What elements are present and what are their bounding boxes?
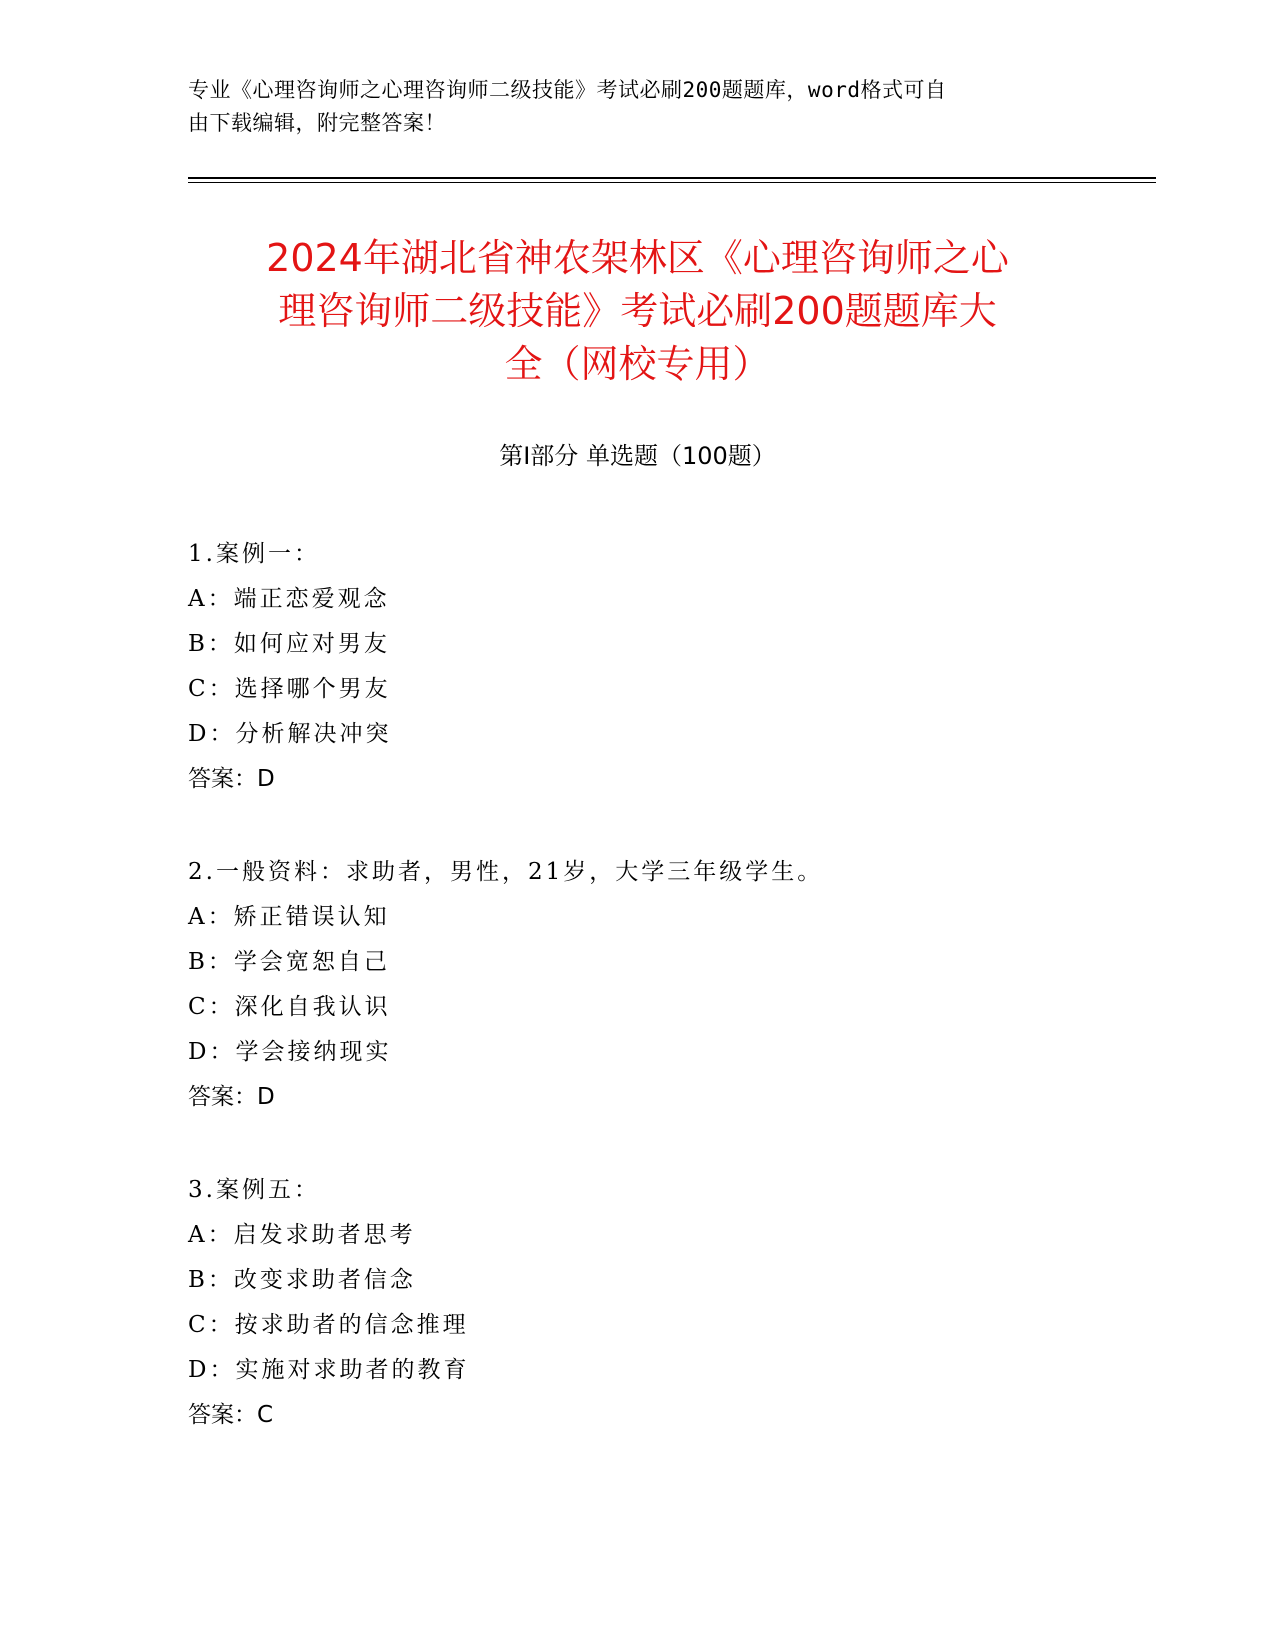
answer: 答案：D	[188, 1084, 275, 1110]
question-stem: 1.案例一：	[188, 541, 320, 567]
title-line-2: 理咨询师二级技能》考试必刷200题题库大	[278, 289, 997, 333]
option-a: A：端正恋爱观念	[188, 586, 390, 612]
option-b: B：如何应对男友	[188, 631, 390, 657]
title-line-1: 2024年湖北省神农架林区《心理咨询师之心	[266, 236, 1009, 280]
section-heading: 第Ⅰ部分 单选题（100题）	[499, 442, 776, 470]
header-note	[188, 74, 1088, 140]
option-a: A：矫正错误认知	[188, 904, 390, 930]
title-line-3: 全（网校专用）	[504, 342, 771, 386]
question-1	[188, 532, 1088, 802]
document-title	[170, 232, 1105, 391]
option-d: D：实施对求助者的教育	[188, 1357, 470, 1383]
header-divider-thin	[188, 182, 1156, 183]
question-2	[188, 850, 1088, 1120]
question-stem: 3.案例五：	[188, 1177, 320, 1203]
header-divider-thick	[188, 177, 1156, 179]
option-c: C：选择哪个男友	[188, 676, 391, 702]
question-3	[188, 1168, 1088, 1438]
answer: 答案：D	[188, 766, 275, 792]
header-note-line-2: 由下载编辑，附完整答案！	[188, 111, 446, 135]
option-c: C：按求助者的信念推理	[188, 1312, 469, 1338]
option-a: A：启发求助者思考	[188, 1222, 416, 1248]
option-c: C：深化自我认识	[188, 994, 391, 1020]
header-note-line-1: 专业《心理咨询师之心理咨询师二级技能》考试必刷200题题库，word格式可自	[188, 78, 947, 102]
option-d: D：分析解决冲突	[188, 721, 392, 747]
option-d: D：学会接纳现实	[188, 1039, 392, 1065]
answer: 答案：C	[188, 1402, 274, 1428]
option-b: B：学会宽恕自己	[188, 949, 390, 975]
question-list	[188, 532, 1088, 1486]
option-b: B：改变求助者信念	[188, 1267, 416, 1293]
question-stem: 2.一般资料：求助者，男性，21岁，大学三年级学生。	[188, 859, 824, 885]
